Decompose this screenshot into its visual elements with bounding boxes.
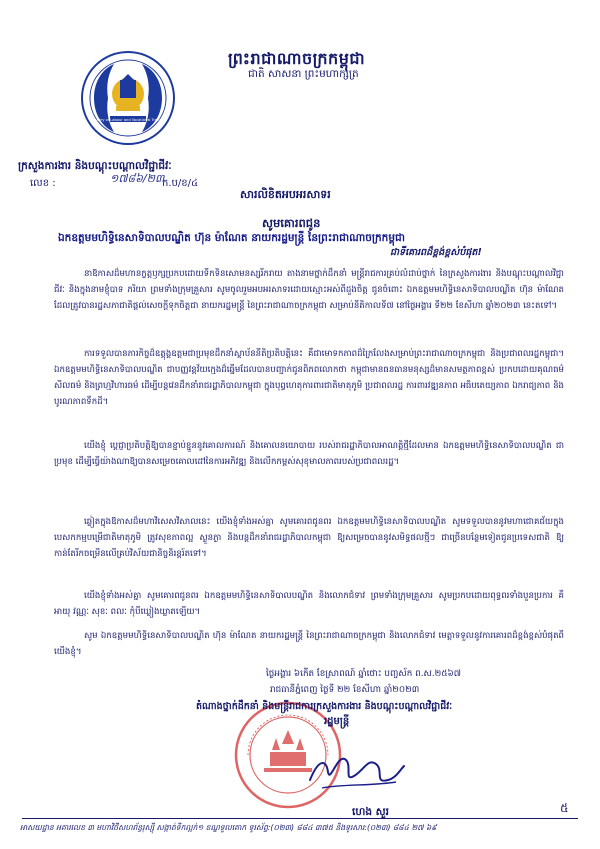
body-paragraph-3: យើងខ្ញុំ ប្តេជ្ញាប្រតិបត្តិឱ្យបានខ្ជាប់ខ្ជួននូវគោលការណ៍ និងគោលនយោបាយ របស់រាជរដ្ឋាភិបាលអាណត្តិថ្មីដែលមាន ឯកឧត្តមមហិទ្ធិនេសាទិបាលបណ្ឌិត ជាប្រមុខ ដើម្បីធ្វើយ៉ាងណាឱ្យបានសម្រេចគោលដៅនៃការអភិវឌ្ឍ និងលើកកម្ពស់សុខុមាលភាពរបស់ប្រជាពលរដ្ឋ។ <box>54 441 564 467</box>
signatory-role: រដ្ឋមន្ត្រី <box>324 716 350 727</box>
body-paragraph-6: សូម ឯកឧត្តមមហិទ្ធិនេសាទិបាលបណ្ឌិត ហ៊ុន ម៉ាណែត នាយករដ្ឋមន្ត្រី នៃព្រះរាជាណាចក្រកម្ពុជា និងលោកជំទាវ មេត្តាទទួលនូវការគោរពដ៏ខ្ពង់ខ្ពស់បំផុតពីយើងខ្ញុំ។ <box>54 631 564 657</box>
footer-divider <box>22 818 578 819</box>
salutation: សូមគោរពជូន <box>262 216 321 230</box>
honorific: ជាទីគោរពដ៏ខ្ពង់ខ្ពស់បំផុត! <box>390 247 482 258</box>
handwritten-signature <box>292 740 412 800</box>
solar-date: រាជធានីភ្នំពេញ ថ្ងៃទី ២២ ខែសីហា ឆ្នាំ២០២៣ <box>270 685 420 695</box>
national-motto: ជាតិ សាសនា ព្រះមហាក្សត្រ <box>248 68 359 80</box>
signature-title: តំណាងថ្នាក់ដឹកនាំ និងមន្ត្រីរាជការក្រសួងការងារ និងបណ្តុះបណ្តាលវិជ្ជាជីវៈ <box>196 701 453 712</box>
signatory-name: ហេង សួរ <box>352 806 389 818</box>
body-paragraph-4: ឆ្លៀតក្នុងឱកាសដ៏មហាវិសេសវិសាលនេះ យើងខ្ញុំទាំងអស់គ្នា សូមគោរពជូនពរ ឯកឧត្តមមហិទ្ធិនេសាទិបាលបណ្ឌិត សូមទទួលបាននូវមហាជោគជ័យក្នុងបេសកកម្មបម្រើជាតិមាតុភូមិ ត្រូវសុខភាពល្អ ស្ងួនភ្ងា និងបន្តដឹកនាំរាជរដ្ឋាភិបាលកម្ពុជា ឱ្យសម្រេចបាននូវសមិទ្ធផលថ្មីៗ ជាច្រើនបន្ថែមទៀតជូនប្រទេសជាតិ ឱ្យកាន់តែរីកចម្រើនលើគ្រប់វិស័យជានិច្ចនិរន្តរ៍តទៅ។ <box>54 517 564 559</box>
page-number: ៥ <box>560 801 569 815</box>
footer-address: អាសយដ្ឋាន អគារលេខ ៣ មហាវិថីសហព័ន្ធរុស្ស៊ី សង្កាត់ទឹកល្អក់១ ខណ្ឌទួលគោក ទូរស័ព្ទ:(០២៣) ៨៨៤ ៣៧៥ និងទូរសារ:(០២៣) ៨៨៤ ២៧ ៦៩ <box>20 823 437 832</box>
ministry-seal-icon <box>80 50 176 146</box>
letter-type: សារលិខិតអបអរសាទរ <box>240 188 331 201</box>
reference-label: លេខ : <box>30 178 56 189</box>
ministry-logo <box>80 50 176 146</box>
body-paragraph-2: ការទទួលបានភារកិច្ចដ៏ឧត្តុង្គឧត្តមជាប្រមុខដឹកនាំស្ថាប័ននីតិប្រតិបត្តិនេះ គឺជាមោទកភាពដ៏ក្រៃលែងសម្រាប់ព្រះរាជាណាចក្រកម្ពុជា និងប្រជាពលរដ្ឋកម្ពុជា។ ឯកឧត្តមមហិទ្ធិនេសាទិបាលបណ្ឌិត ជាបញ្ញវន្តវ័យក្មេងដ៏ឆ្នើមដែលបានបញ្ជាក់ជូនពិភពលោកថា កម្ពុជាមានធនធានមនុស្សដ៏មានសមត្ថភាពខ្ពស់ ប្រកបដោយគុណធម៌ សីលធម៌ និងព្រហ្មវិហារធម៌ ដើម្បីបន្តវេនដឹកនាំរាជរដ្ឋាភិបាលកម្ពុជា ក្នុងបុព្វហេតុការពារជាតិមាតុភូមិ ប្រជាពលរដ្ឋ ការពារវឌ្ឍនភាព អធិបតេយ្យភាព ឯករាជ្យភាព និងបូរណភាពទឹកដី។ <box>54 349 564 407</box>
reference-number: ១៧៨៦/២៣ <box>110 172 165 185</box>
reference-suffix: ក.ប/ខ/៤ <box>162 178 199 189</box>
handwritten-signature-icon <box>292 740 412 800</box>
logo-caption: Ministry of Labour and Vocational Training <box>90 118 166 122</box>
body-paragraph-5: យើងខ្ញុំទាំងអស់គ្នា សូមគោរពជូនពរ ឯកឧត្តមមហិទ្ធិនេសាទិបាលបណ្ឌិត និងលោកជំទាវ ព្រមទាំងក្រុមគ្រួសារ សូមប្រកបដោយពុទ្ធពរទាំងបួនប្រការ គឺ អាយុ វណ្ណៈ សុខៈ ពលៈ កុំបីឃ្លៀងឃ្លាតឡើយ។ <box>54 591 564 617</box>
kingdom-title: ព្រះរាជាណាចក្រកម្ពុជា <box>228 49 366 68</box>
recipient: ឯកឧត្តមមហិទ្ធិនេសាទិបាលបណ្ឌិត ហ៊ុន ម៉ាណែត នាយករដ្ឋមន្ត្រី នៃព្រះរាជាណាចក្រកម្ពុជា <box>58 232 406 244</box>
ministry-name: ក្រសួងការងារ និងបណ្តុះបណ្តាលវិជ្ជាជីវៈ <box>18 160 172 172</box>
lunar-date: ថ្ងៃអង្គារ ៦កើត ខែស្រាពណ៍ ឆ្នាំថោះ បញ្ចស័ក ព.ស.២៥៦៧ <box>266 669 461 679</box>
body-paragraph-1: នាឱកាសដ៏មហានក្ខត្តឫក្សប្រកបដោយទីកទិនសោមនស្សរីករាយ តាងនាមថ្នាក់ដឹកនាំ មន្ត្រីរាជការគ្រប់លំដាប់ថ្នាក់ នៃក្រសួងការងារ និងបណ្តុះបណ្តាលវិជ្ជាជីវៈ និងក្នុងនាមខ្ញុំបាទ ភរិយា ព្រមទាំងក្រុមគ្រួសារ សូមចូលរួមអបអរសាទរដោយស្មោះអស់ពីដួងចិត្ត ជូនចំពោះ ឯកឧត្តមមហិទ្ធិនេសាទិបាលបណ្ឌិត ហ៊ុន ម៉ាណែត ដែលត្រូវបានរដ្ឋសភាជាតិផ្តល់សេចក្តីទុកចិត្តជា នាយករដ្ឋមន្ត្រី នៃព្រះរាជាណាចក្រកម្ពុជា សម្រាប់នីតិកាលទី៧ នៅថ្ងៃអង្គារ ទី២២ ខែសីហា ឆ្នាំ២០២៣ នេះតទៅ។ <box>54 269 564 311</box>
